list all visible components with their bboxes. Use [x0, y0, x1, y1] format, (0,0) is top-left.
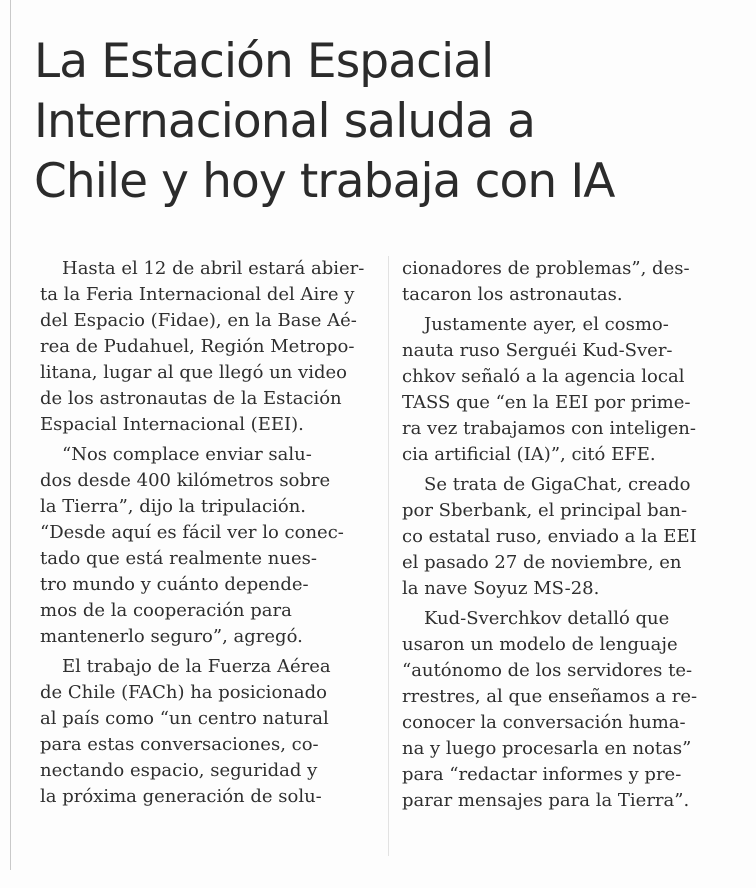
paragraph: [40, 442, 374, 650]
body-column-right: [402, 256, 736, 814]
text-line: parar mensajes para la Tierra”.: [402, 790, 690, 811]
text-line: litana, lugar al que llegó un video: [40, 362, 347, 383]
paragraph: [402, 312, 736, 468]
text-line: de Chile (FACh) ha posicionado: [40, 682, 327, 703]
text-line: Justamente ayer, el cosmo-: [424, 314, 669, 335]
text-line: Se trata de GigaChat, creado: [424, 474, 691, 495]
text-line: tacaron los astronautas.: [402, 284, 623, 305]
paragraph: [40, 654, 374, 810]
text-line: cionadores de problemas”, des-: [402, 258, 690, 279]
headline-line: La Estación Espacial: [34, 34, 494, 89]
text-line: dos desde 400 kilómetros sobre: [40, 470, 331, 491]
text-line: mantenerlo seguro”, agregó.: [40, 626, 303, 647]
text-line: conocer la conversación huma-: [402, 712, 686, 733]
text-line: el pasado 27 de noviembre, en: [402, 552, 682, 573]
paragraph: [402, 606, 736, 814]
text-line: nauta ruso Serguéi Kud-Sver-: [402, 340, 673, 361]
text-line: la próxima generación de solu-: [40, 786, 322, 807]
headline-line: Chile y hoy trabaja con IA: [34, 154, 615, 209]
text-line: na y luego procesarla en notas”: [402, 738, 692, 759]
text-line: rea de Pudahuel, Región Metropo-: [40, 336, 355, 357]
text-line: “Nos complace enviar salu-: [62, 444, 312, 465]
text-line: al país como “un centro natural: [40, 708, 329, 729]
paragraph: [402, 256, 736, 308]
text-line: “Desde aquí es fácil ver lo conec-: [40, 522, 344, 543]
text-line: del Espacio (Fidae), en la Base Aé-: [40, 310, 357, 331]
text-line: Hasta el 12 de abril estará abier-: [62, 258, 365, 279]
text-line: TASS que “en la EEI por prime-: [402, 392, 691, 413]
headline-line: Internacional saluda a: [34, 94, 536, 149]
text-line: mos de la cooperación para: [40, 600, 292, 621]
text-line: nectando espacio, seguridad y: [40, 760, 318, 781]
text-line: Espacial Internacional (EEI).: [40, 414, 304, 435]
paragraph: [40, 256, 374, 438]
text-line: tado que está realmente nues-: [40, 548, 317, 569]
paragraph: [402, 472, 736, 602]
text-line: “autónomo de los servidores te-: [402, 660, 693, 681]
text-line: rrestres, al que enseñamos a re-: [402, 686, 698, 707]
column-divider: [388, 256, 389, 856]
text-line: ra vez trabajamos con inteligen-: [402, 418, 696, 439]
text-line: Kud-Sverchkov detalló que: [424, 608, 670, 629]
text-line: de los astronautas de la Estación: [40, 388, 342, 409]
column-rule: [10, 0, 11, 870]
text-line: chkov señaló a la agencia local: [402, 366, 685, 387]
text-line: por Sberbank, el principal ban-: [402, 500, 688, 521]
text-line: la Tierra”, dijo la tripulación.: [40, 496, 307, 517]
text-line: para “redactar informes y pre-: [402, 764, 682, 785]
text-line: ta la Feria Internacional del Aire y: [40, 284, 355, 305]
text-line: El trabajo de la Fuerza Aérea: [62, 656, 331, 677]
text-line: para estas conversaciones, co-: [40, 734, 319, 755]
text-line: tro mundo y cuánto depende-: [40, 574, 309, 595]
headline: [34, 32, 749, 212]
body-column-left: [40, 256, 374, 810]
text-line: co estatal ruso, enviado a la EEI: [402, 526, 697, 547]
text-line: usaron un modelo de lenguaje: [402, 634, 678, 655]
text-line: la nave Soyuz MS-28.: [402, 578, 600, 599]
text-line: cia artificial (IA)”, citó EFE.: [402, 444, 656, 465]
